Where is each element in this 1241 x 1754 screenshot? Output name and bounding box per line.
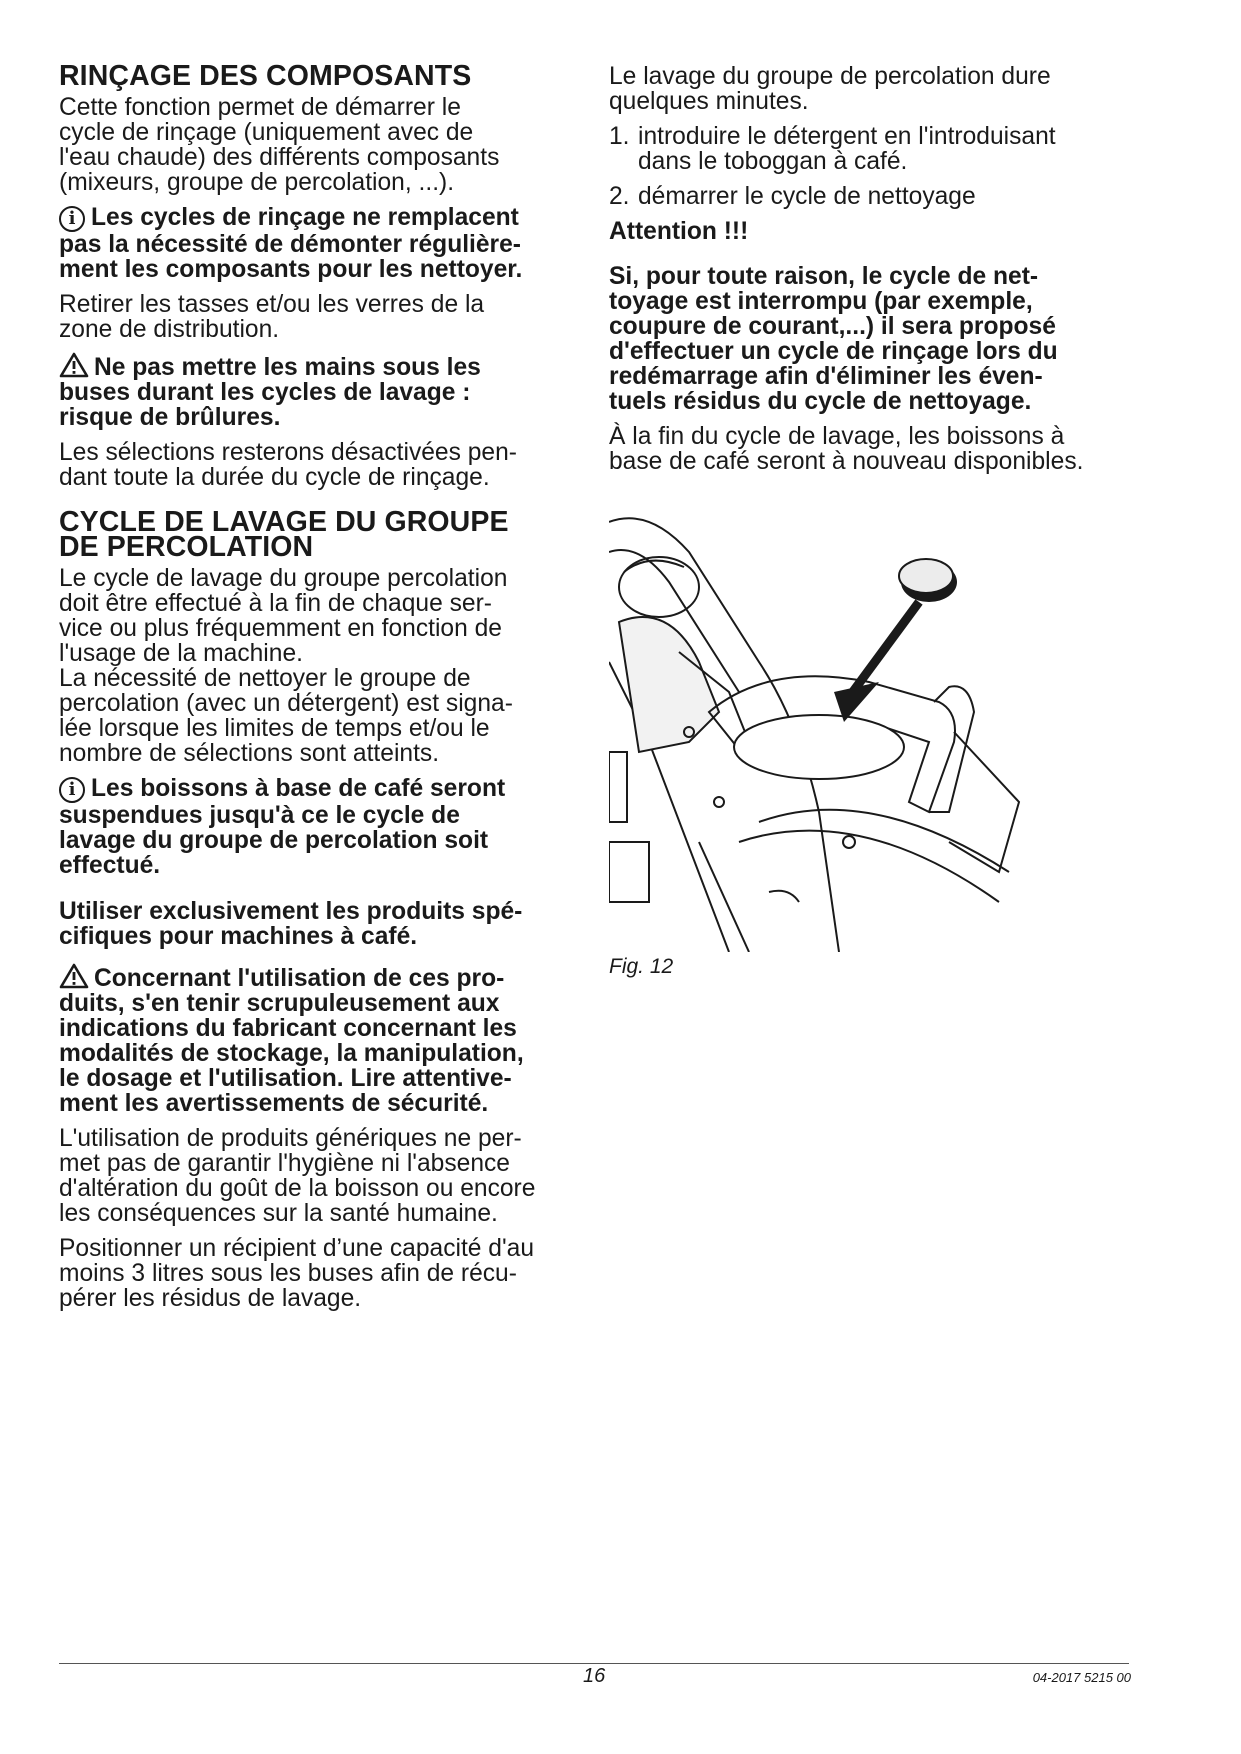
text-line: nombre de sélections sont atteints. (59, 740, 440, 767)
warning-burns (59, 352, 589, 430)
detergent-need-paragraph (59, 666, 589, 766)
text-line: toyage est interrompu (par exemple, (609, 288, 1033, 315)
text-line: Les sélections resterons désactivées pen- (59, 439, 517, 466)
text-line: vice ou plus fréquemment en fonction de (59, 615, 502, 642)
text-line: i Les boissons à base de café seront (59, 776, 589, 803)
text-line: quelques minutes. (609, 88, 809, 115)
text-line: Concernant l'utilisation de ces pro- (59, 963, 589, 991)
text-line: ment les avertissements de sécurité. (59, 1090, 489, 1117)
text-line: d'altération du goût de la boisson ou encore (59, 1175, 536, 1202)
footer-divider (59, 1663, 1129, 1664)
text-line: le dosage et l'utilisation. Lire attentive- (59, 1065, 512, 1092)
text-line: Le cycle de lavage du groupe percolation (59, 565, 508, 592)
remove-cups-paragraph (59, 292, 589, 342)
text-line: Retirer les tasses et/ou les verres de la (59, 291, 485, 318)
text-line: CYCLE DE LAVAGE DU GROUPE (59, 506, 509, 538)
text-line: La nécessité de nettoyer le groupe de (59, 665, 471, 692)
list-item (609, 184, 1139, 209)
text-line: indications du fabricant concernant les (59, 1015, 517, 1042)
duration-paragraph (609, 64, 1139, 114)
text-line: lavage du groupe de percolation soit (59, 827, 489, 854)
text-line: effectué. (59, 852, 161, 879)
text-line: i Les cycles de rinçage ne remplacent (59, 205, 589, 232)
text-line: l'usage de la machine. (59, 640, 303, 667)
text-line: introduire le détergent en l'introduisant (638, 123, 1056, 150)
text-line: suspendues jusqu'à ce le cycle de (59, 802, 460, 829)
text-line: les conséquences sur la santé humaine. (59, 1200, 498, 1227)
text-line: cifiques pour machines à café. (59, 923, 418, 950)
list-text (638, 184, 976, 209)
warning-products (59, 963, 589, 1116)
section-title-rincage (59, 60, 589, 92)
text-line: modalités de stockage, la manipulation, (59, 1040, 524, 1067)
text-line: dans le toboggan à café. (638, 148, 908, 175)
text-line: Le lavage du groupe de percolation dure (609, 63, 1051, 90)
text-line: moins 3 litres sous les buses afin de récu- (59, 1260, 517, 1287)
steps-list (609, 124, 1139, 209)
info-note-suspended (59, 776, 589, 878)
text-line: pas la nécessité de démonter régulière- (59, 231, 521, 258)
warning-triangle-icon (59, 352, 89, 378)
list-number: 1. (609, 123, 630, 150)
text-line: percolation (avec un détergent) est signa- (59, 690, 513, 717)
text-line: dant toute la durée du cycle de rinçage. (59, 464, 490, 491)
section-title-lavage (59, 506, 589, 563)
selections-disabled-paragraph (59, 440, 589, 490)
figure-brew-group-illustration (609, 512, 1029, 952)
text-line: Cette fonction permet de démarrer le (59, 94, 461, 121)
warning-triangle-icon (59, 963, 89, 989)
wash-cycle-paragraph (59, 566, 589, 666)
text-line: l'eau chaude) des différents composants (59, 144, 500, 171)
text-line: d'effectuer un cycle de rinçage lors du (609, 338, 1058, 365)
text-line: DE PERCOLATION (59, 531, 314, 563)
text-line: pérer les résidus de lavage. (59, 1285, 362, 1312)
text-line: Attention !!! (609, 218, 749, 245)
list-text (638, 124, 1056, 174)
info-icon: i (59, 777, 85, 803)
text-line: (mixeurs, groupe de percolation, ...). (59, 169, 455, 196)
text-line: cycle de rinçage (uniquement avec de (59, 119, 474, 146)
text-line: tuels résidus du cycle de nettoyage. (609, 388, 1032, 415)
info-icon: i (59, 206, 85, 232)
text-line: met pas de garantir l'hygiène ni l'absence (59, 1150, 510, 1177)
text-line: RINÇAGE DES COMPOSANTS (59, 60, 472, 92)
text-line: À la fin du cycle de lavage, les boissons à (609, 423, 1065, 450)
interruption-note (609, 264, 1139, 414)
intro-paragraph (59, 95, 589, 195)
text-line: redémarrage afin d'éliminer les éven- (609, 363, 1043, 390)
text-line: Utiliser exclusivement les produits spé- (59, 898, 523, 925)
specific-products-note (59, 899, 589, 949)
text-line: Positionner un récipient d’une capacité d'au (59, 1235, 535, 1262)
container-paragraph (59, 1236, 589, 1311)
text-line: doit être effectué à la fin de chaque ser- (59, 590, 492, 617)
list-number: 2. (609, 183, 630, 210)
document-code: 04-2017 5215 00 (1032, 1670, 1131, 1685)
text-line: coupure de courant,...) il sera proposé (609, 313, 1056, 340)
attention-heading (609, 219, 1139, 244)
figure-caption: Fig. 12 (609, 955, 674, 978)
text-line: ment les composants pour les nettoyer. (59, 256, 523, 283)
text-line: démarrer le cycle de nettoyage (638, 183, 976, 210)
text-line: zone de distribution. (59, 316, 280, 343)
right-column (609, 64, 1139, 484)
list-item (609, 124, 1139, 174)
text-line: L'utilisation de produits génériques ne per- (59, 1125, 522, 1152)
detergent-tablet-icon (899, 559, 957, 602)
text-line: Ne pas mettre les mains sous les (59, 352, 589, 380)
text-line: Si, pour toute raison, le cycle de net- (609, 263, 1039, 290)
generic-products-paragraph (59, 1126, 589, 1226)
left-column (59, 60, 589, 1321)
page-number: 16 (583, 1665, 606, 1687)
text-line: duits, s'en tenir scrupuleusement aux (59, 990, 500, 1017)
info-note-rincage (59, 205, 589, 282)
text-line: risque de brûlures. (59, 404, 281, 431)
text-line: buses durant les cycles de lavage : (59, 379, 471, 406)
text-line: base de café seront à nouveau disponibles. (609, 448, 1084, 475)
text-line: lée lorsque les limites de temps et/ou le (59, 715, 490, 742)
end-of-cycle-paragraph (609, 424, 1139, 474)
